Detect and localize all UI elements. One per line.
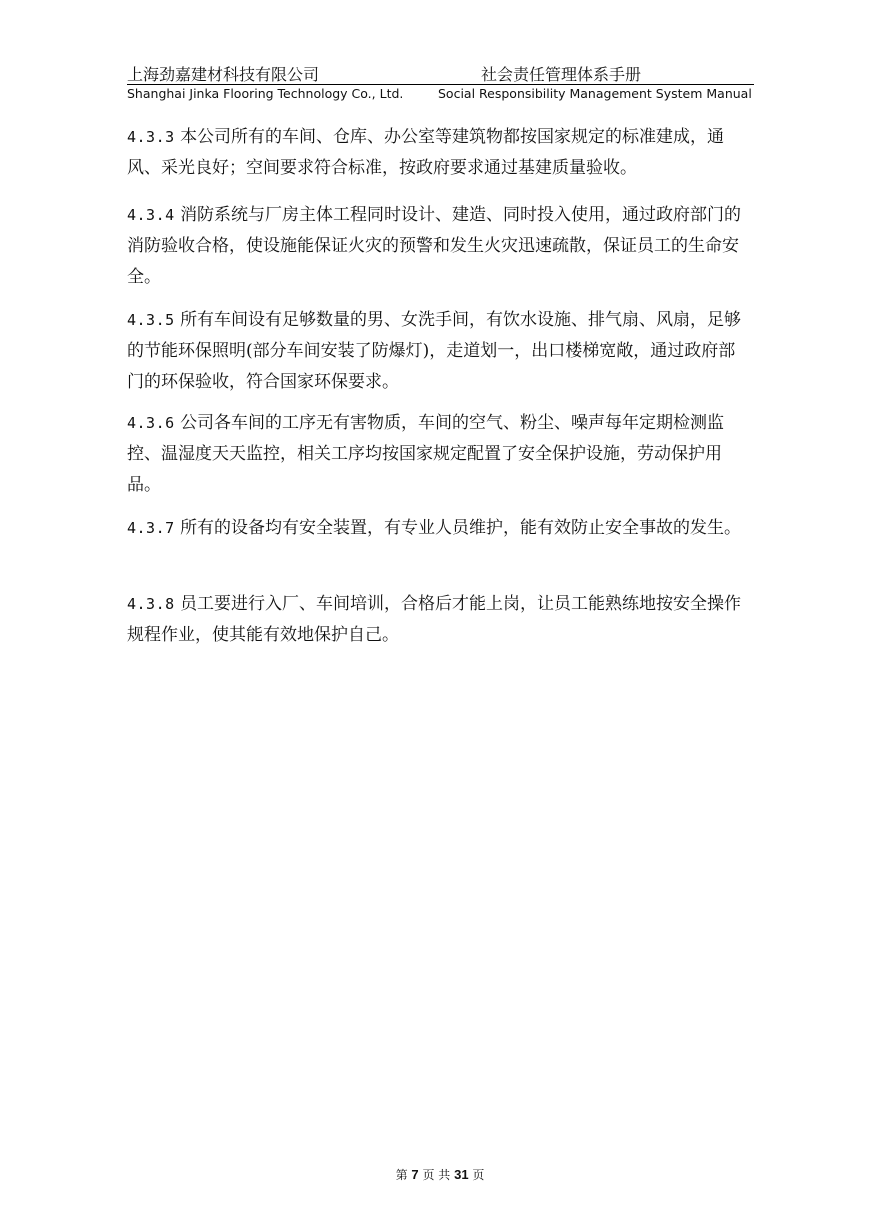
footer-prefix: 第 [395, 1168, 408, 1182]
paragraph-text: 本公司所有的车间、仓库、办公室等建筑物都按国家规定的标准建成，通风、采光良好；空间要求符合标准，按政府要求通过基建质量验收。 [127, 127, 725, 178]
header-company-en: Shanghai Jinka Flooring Technology Co., Ltd. [127, 86, 404, 101]
footer-total-pages: 31 [454, 1167, 469, 1182]
footer-middle: 页 共 [422, 1168, 451, 1182]
paragraph-text: 公司各车间的工序无有害物质，车间的空气、粉尘、噪声每年定期检测监控、温湿度天天监控，相关工序均按国家规定配置了安全保护设施，劳动保护用品。 [127, 413, 725, 495]
paragraph-number: 4.3.6 [127, 414, 175, 432]
header-rule [127, 84, 754, 85]
header-company-cn: 上海劲嘉建材科技有限公司 [127, 65, 320, 84]
paragraph-number: 4.3.4 [127, 206, 175, 224]
paragraph-4-3-5 [127, 305, 752, 398]
paragraph-number: 4.3.3 [127, 128, 175, 146]
paragraph-text: 消防系统与厂房主体工程同时设计、建造、同时投入使用，通过政府部门的消防验收合格，使设施能保证火灾的预警和发生火灾迅速疏散，保证员工的生命安全。 [127, 205, 742, 287]
paragraph-number: 4.3.5 [127, 311, 175, 329]
header-manual-cn: 社会责任管理体系手册 [481, 65, 642, 84]
header-manual-en: Social Responsibility Management System Manual [438, 86, 752, 101]
paragraph-4-3-8 [127, 589, 752, 651]
paragraph-number: 4.3.8 [127, 595, 175, 613]
paragraph-text: 所有的设备均有安全装置，有专业人员维护，能有效防止安全事故的发生。 [180, 518, 742, 538]
paragraph-text: 员工要进行入厂、车间培训，合格后才能上岗，让员工能熟练地按安全操作规程作业，使其能有效地保护自己。 [127, 594, 742, 645]
paragraph-4-3-7 [127, 513, 752, 544]
paragraph-number: 4.3.7 [127, 519, 175, 537]
paragraph-4-3-4 [127, 200, 752, 293]
paragraph-4-3-6 [127, 408, 752, 501]
page-footer [0, 1166, 880, 1183]
footer-page-number: 7 [411, 1167, 419, 1182]
footer-suffix: 页 [472, 1168, 485, 1182]
paragraph-text: 所有车间设有足够数量的男、女洗手间，有饮水设施、排气扇、风扇，足够的节能环保照明(部分车间安装了防爆灯)，走道划一，出口楼梯宽敞，通过政府部门的环保验收，符合国家环保要求。 [127, 310, 742, 392]
paragraph-4-3-3 [127, 122, 752, 184]
